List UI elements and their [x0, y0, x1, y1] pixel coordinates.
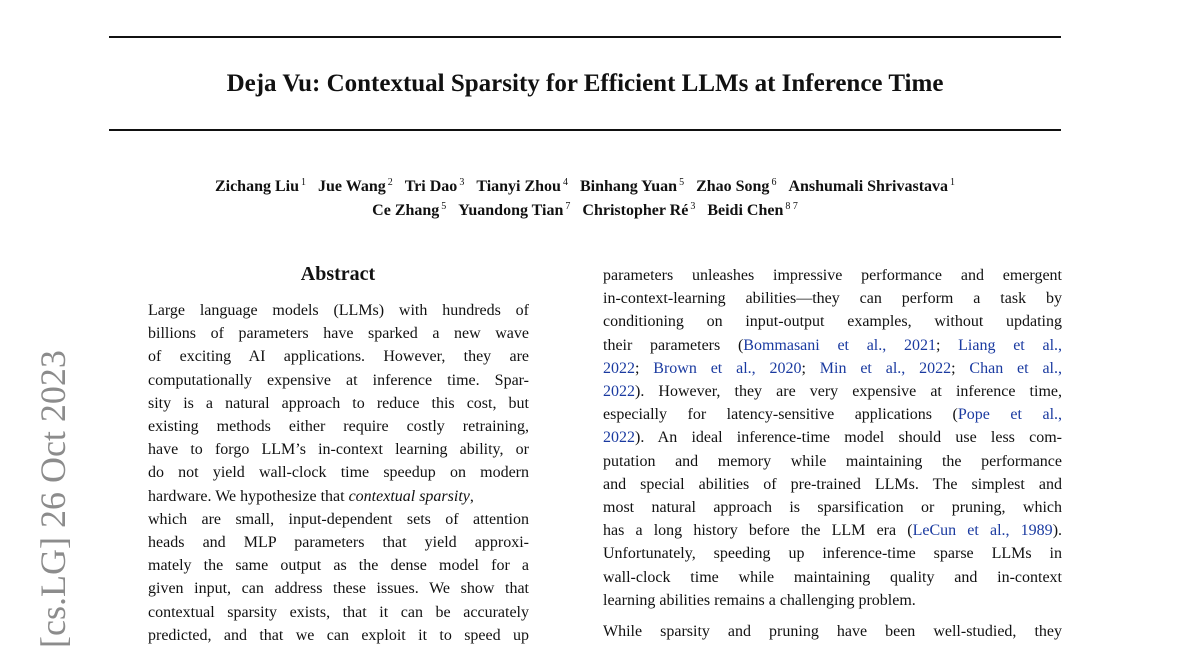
abstract-heading: Abstract [300, 263, 376, 285]
abstract-line: contextual sparsity exists, that it can be accurately [148, 603, 529, 621]
abstract-line: sity is a natural approach to reduce this cost, but [148, 394, 529, 412]
emphasis-term: contextual sparsity [348, 487, 470, 505]
body-line: 2022; Brown et al., 2020; Min et al., 2022; Chan et al., [603, 359, 1062, 377]
abstract-body [148, 299, 529, 647]
body-line: most natural approach is sparsification or pruning, which [603, 499, 1062, 517]
abstract-line: of exciting AI applications. However, they are [148, 348, 529, 366]
body-line: While sparsity and pruning have been well-studied, they [603, 623, 1062, 640]
citation-link[interactable]: Brown et al., 2020 [653, 359, 802, 377]
body-line: in-context-learning abilities—they can perform a task by [603, 290, 1062, 308]
body-line: putation and memory while maintaining the performance [603, 452, 1062, 470]
body-line: conditioning on input-output examples, without updating [603, 313, 1062, 331]
citation-link[interactable]: Bommasani et al., 2021 [743, 336, 936, 354]
arxiv-sidebar-stamp: [cs.LG] 26 Oct 2023 [33, 350, 73, 648]
body-line: 2022). However, they are very expensive at inference time, [603, 383, 1062, 401]
citation-link[interactable]: 2022 [603, 429, 635, 447]
abstract-line: predicted, and that we can exploit it to speed up [148, 626, 529, 644]
second-paragraph [603, 620, 1062, 643]
abstract-line: mately the same output as the dense model for a [148, 557, 529, 575]
abstract-line: have to forgo LLM’s in-context learning ability, or [148, 441, 529, 459]
top-rule [109, 36, 1061, 38]
author: Binhang Yuan $^5$ [579, 177, 685, 196]
abstract-line: do not yield wall-clock time speedup on modern [148, 464, 529, 482]
body-line: and special abilities of pre-trained LLMs. The simplest and [603, 475, 1062, 493]
author: Anshumali Shrivastava $^1$ [788, 177, 956, 196]
body-line: 2022). An ideal inference-time model should use less com- [603, 429, 1062, 447]
body-line: especially for latency-sensitive applications (Pope et al., [603, 406, 1063, 424]
author: Zhao Song $^6$ [696, 177, 777, 196]
body-line: parameters unleashes impressive performance and emergent [603, 267, 1062, 284]
introduction-paragraph [603, 264, 1062, 612]
citation-link[interactable]: LeCun et al., 1989 [912, 522, 1053, 540]
abstract-line: given input, can address these issues. We show that [148, 580, 529, 598]
abstract-line: hardware. We hypothesize that contextual sparsity, [148, 487, 474, 505]
citation-link[interactable]: Pope et al., [957, 406, 1063, 424]
body-line: wall-clock time while maintaining quality and in-context [603, 568, 1062, 586]
citation-link[interactable]: Chan et al., [969, 359, 1062, 377]
author: Christopher Ré $^3$ [582, 201, 696, 220]
abstract-line: heads and MLP parameters that yield approxi- [148, 534, 529, 552]
abstract-line: Large language models (LLMs) with hundreds of [148, 302, 529, 319]
body-line: Unfortunately, speeding up inference-time sparse LLMs in [603, 545, 1062, 563]
author: Yuandong Tian $^7$ [458, 201, 571, 220]
author: Beidi Chen $^{8 7}$ [707, 201, 798, 220]
abstract-line: existing methods either require costly retraining, [148, 418, 529, 436]
citation-link[interactable]: Min et al., 2022 [819, 359, 952, 377]
citation-link[interactable]: 2022 [603, 383, 635, 401]
abstract-line: billions of parameters have sparked a new wave [148, 325, 529, 343]
author: Jue Wang $^2$ [317, 177, 393, 196]
paper-title: Deja Vu: Contextual Sparsity for Efficient LLMs at Inference Time [226, 70, 944, 97]
author: Tianyi Zhou $^4$ [476, 177, 568, 196]
author-list-line-2 [0, 196, 1170, 222]
body-line: learning abilities remains a challenging problem. [603, 591, 916, 609]
body-line: has a long history before the LLM era (LeCun et al., 1989). [603, 522, 1063, 540]
author: Ce Zhang $^5$ [372, 201, 447, 220]
citation-link[interactable]: Liang et al., [958, 336, 1063, 354]
author: Tri Dao $^3$ [404, 177, 465, 196]
author: Zichang Liu $^1$ [214, 177, 306, 196]
bottom-rule [109, 129, 1061, 131]
abstract-line: computationally expensive at inference time. Spar- [148, 371, 529, 389]
body-line: their parameters (Bommasani et al., 2021; Liang et al., [603, 336, 1063, 354]
author-list-line-1 [0, 172, 1170, 198]
abstract-line: which are small, input-dependent sets of attention [148, 510, 529, 528]
citation-link[interactable]: 2022 [603, 359, 635, 377]
